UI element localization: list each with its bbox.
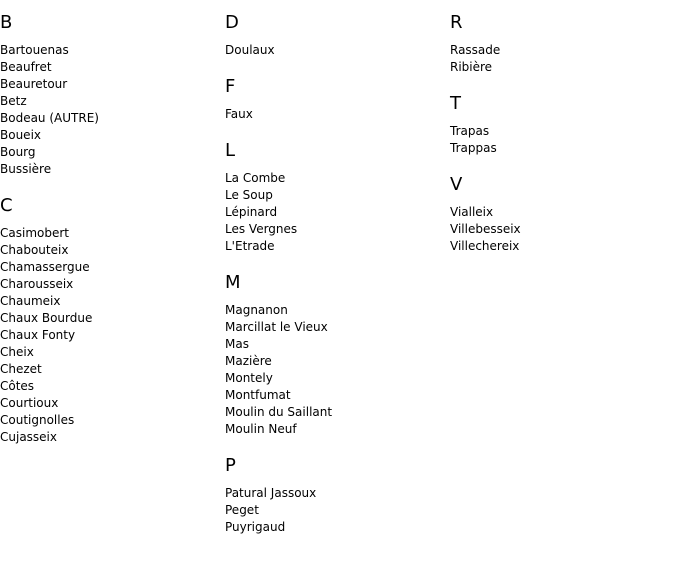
place-list-item[interactable]: Bartouenas: [0, 43, 69, 57]
letter-heading: T: [450, 93, 461, 114]
letter-heading: M: [225, 272, 241, 293]
place-list-item[interactable]: Puyrigaud: [225, 520, 286, 534]
letter-section: [225, 455, 445, 536]
place-list-item[interactable]: Peget: [225, 503, 259, 517]
letter-section: [225, 12, 445, 59]
letter-section: [450, 12, 670, 76]
place-list-item[interactable]: Cujasseix: [0, 430, 57, 444]
place-list-item[interactable]: Trapas: [450, 124, 490, 138]
place-list: [0, 225, 220, 446]
letter-heading: V: [450, 174, 463, 195]
place-list-item[interactable]: Villechereix: [450, 239, 520, 253]
place-list-item[interactable]: Ribière: [450, 60, 493, 74]
letter-section: [0, 12, 220, 178]
letter-heading: C: [0, 195, 13, 216]
place-list: [0, 42, 220, 178]
place-list-item[interactable]: Casimobert: [0, 226, 69, 240]
place-list-item[interactable]: Moulin du Saillant: [225, 405, 333, 419]
place-list-item[interactable]: Chaux Fonty: [0, 328, 76, 342]
letter-section: [225, 140, 445, 255]
place-list: [225, 170, 445, 255]
place-list-item[interactable]: Boueix: [0, 128, 41, 142]
place-list-item[interactable]: Trappas: [450, 141, 497, 155]
place-list-item[interactable]: Chaumeix: [0, 294, 61, 308]
place-list-item[interactable]: Bodeau (AUTRE): [0, 111, 99, 125]
letter-section: [0, 195, 220, 446]
letter-section: [450, 174, 670, 255]
letter-section: [225, 76, 445, 123]
place-list-item[interactable]: Patural Jassoux: [225, 486, 317, 500]
place-list-item[interactable]: Lépinard: [225, 205, 278, 219]
place-list: [225, 42, 445, 59]
place-list-item[interactable]: Cheix: [0, 345, 34, 359]
place-list-item[interactable]: Montely: [225, 371, 273, 385]
letter-section: [225, 272, 445, 438]
place-list: [225, 106, 445, 123]
place-list: [450, 123, 670, 157]
letter-heading: F: [225, 76, 236, 97]
place-list-item[interactable]: La Combe: [225, 171, 286, 185]
place-list-item[interactable]: Villebesseix: [450, 222, 521, 236]
place-list-item[interactable]: Chabouteix: [0, 243, 69, 257]
letter-heading: P: [225, 455, 236, 476]
letter-heading: L: [225, 140, 236, 161]
place-list-item[interactable]: Charousseix: [0, 277, 74, 291]
place-list-item[interactable]: L'Etrade: [225, 239, 275, 253]
place-list-item[interactable]: Doulaux: [225, 43, 275, 57]
place-list-item[interactable]: Le Soup: [225, 188, 273, 202]
place-list-item[interactable]: Beaufret: [0, 60, 52, 74]
place-list-item[interactable]: Mas: [225, 337, 249, 351]
index-column: [225, 0, 445, 536]
place-list: [225, 302, 445, 438]
place-list-item[interactable]: Faux: [225, 107, 253, 121]
place-list: [450, 42, 670, 76]
place-list: [225, 485, 445, 536]
place-list-item[interactable]: Mazière: [225, 354, 272, 368]
index-column: [0, 0, 220, 446]
place-list-item[interactable]: Bussière: [0, 162, 52, 176]
place-list-item[interactable]: Betz: [0, 94, 27, 108]
place-list: [450, 204, 670, 255]
place-list-item[interactable]: Chezet: [0, 362, 42, 376]
place-list-item[interactable]: Côtes: [0, 379, 35, 393]
place-list-item[interactable]: Courtioux: [0, 396, 59, 410]
place-list-item[interactable]: Vialleix: [450, 205, 494, 219]
letter-heading: B: [0, 12, 13, 33]
index-column: [450, 0, 670, 255]
place-list-item[interactable]: Moulin Neuf: [225, 422, 297, 436]
letter-heading: D: [225, 12, 239, 33]
place-list-item[interactable]: Chaux Bourdue: [0, 311, 93, 325]
letter-heading: R: [450, 12, 463, 33]
place-list-item[interactable]: Beauretour: [0, 77, 68, 91]
place-list-item[interactable]: Les Vergnes: [225, 222, 298, 236]
place-list-item[interactable]: Bourg: [0, 145, 36, 159]
place-list-item[interactable]: Coutignolles: [0, 413, 75, 427]
place-list-item[interactable]: Rassade: [450, 43, 501, 57]
place-list-item[interactable]: Magnanon: [225, 303, 288, 317]
letter-section: [450, 93, 670, 157]
place-list-item[interactable]: Montfumat: [225, 388, 291, 402]
place-list-item[interactable]: Marcillat le Vieux: [225, 320, 328, 334]
place-list-item[interactable]: Chamassergue: [0, 260, 90, 274]
